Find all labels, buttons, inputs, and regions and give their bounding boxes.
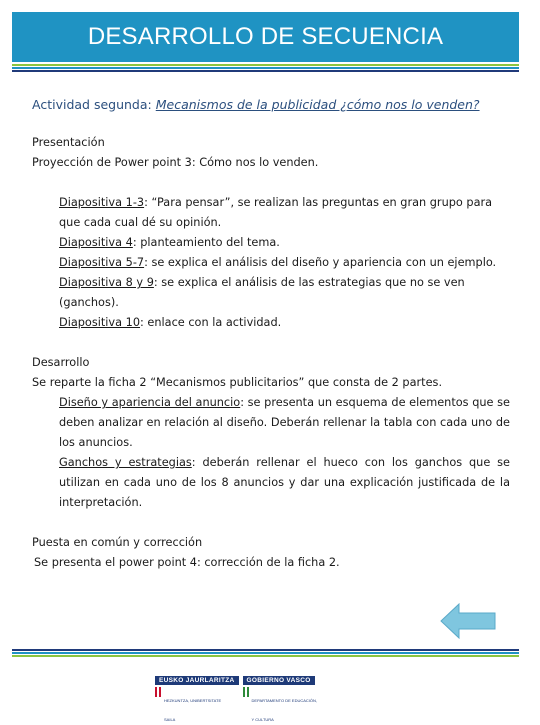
logo-right-sub-1: DEPARTAMENTO DE EDUCACIÓN, <box>251 698 318 703</box>
logo-left-sub-1: HEZKUNTZA, UNIBERTSITATE <box>164 698 222 703</box>
top-stripe-green <box>12 64 519 66</box>
bottom-stripe-blue <box>12 652 519 654</box>
list-item: Diapositiva 4: planteamiento del tema. <box>59 236 280 249</box>
list-item: Ganchos y estrategias: deberán rellenar el hueco con los ganchos que se utilizan en cada uno de los 8 anuncios y dar una explicación justificada de la interpretación. <box>59 456 510 509</box>
slide-link[interactable]: Diapositiva 5-7 <box>59 256 145 269</box>
back-button[interactable] <box>440 603 496 639</box>
logo-left-sub-2: SAILA <box>164 717 176 722</box>
logo-right-text: GOBIERNO VASCO <box>243 676 315 685</box>
activity-label: Actividad segunda: <box>32 97 152 112</box>
bottom-stripe-navy <box>12 649 519 651</box>
slide-link[interactable]: Diapositiva 1-3 <box>59 196 145 209</box>
parts-list <box>32 393 510 513</box>
desarrollo-heading: Desarrollo <box>32 356 90 369</box>
page-title: DESARROLLO DE SECUENCIA <box>87 23 444 50</box>
presentacion-projection: Proyección de Power point 3: Cómo nos lo venden. <box>32 156 319 169</box>
top-stripe-navy <box>12 70 519 72</box>
activity-title: Mecanismos de la publicidad ¿cómo nos lo venden? <box>155 97 480 112</box>
list-item: Diapositiva 5-7: se explica el análisis del diseño y apariencia con un ejemplo. <box>59 256 497 269</box>
slides-list <box>32 193 510 333</box>
slide-link[interactable]: Diapositiva 4 <box>59 236 133 249</box>
puesta-heading: Puesta en común y corrección <box>32 536 203 549</box>
puesta-text: Se presenta el power point 4: corrección de la ficha 2. <box>34 556 340 569</box>
emblem-icon <box>155 687 161 697</box>
slide-link[interactable]: Diapositiva 10 <box>59 316 141 329</box>
activity-heading <box>32 95 510 115</box>
list-item: Diapositiva 1-3: “Para pensar”, se realizan las preguntas en gran grupo para que cada cual dé su opinión. <box>59 196 493 229</box>
presentacion-heading: Presentación <box>32 136 105 149</box>
bottom-stripe-green <box>12 655 519 657</box>
part-link[interactable]: Diseño y apariencia del anuncio <box>59 396 241 409</box>
list-item: Diapositiva 8 y 9: se explica el análisis de las estrategias que no se ven (ganchos). <box>59 276 465 309</box>
list-item: Diapositiva 10: enlace con la actividad. <box>59 316 282 329</box>
logo-right-sub-2: Y CULTURA <box>251 717 274 722</box>
emblem-icon <box>243 687 249 697</box>
top-stripe-blue <box>12 67 519 69</box>
footer-logos <box>155 676 317 725</box>
header-banner <box>12 12 519 62</box>
slide-link[interactable]: Diapositiva 8 y 9 <box>59 276 154 289</box>
desarrollo-intro: Se reparte la ficha 2 “Mecanismos publicitarios” que consta de 2 partes. <box>32 376 443 389</box>
list-item: Diseño y apariencia del anuncio: se presenta un esquema de elementos que se deben analizar en relación al diseño. Deberán rellenar la tabla con cada uno de los anuncios. <box>59 396 511 449</box>
logo-left-text: EUSKO JAURLARITZA <box>155 676 239 685</box>
part-link[interactable]: Ganchos y estrategias <box>59 456 192 469</box>
logo-eusko-jaurlaritza <box>155 676 239 725</box>
logo-gobierno-vasco <box>243 676 318 725</box>
arrow-left-icon <box>440 603 496 639</box>
main-content <box>32 95 510 573</box>
